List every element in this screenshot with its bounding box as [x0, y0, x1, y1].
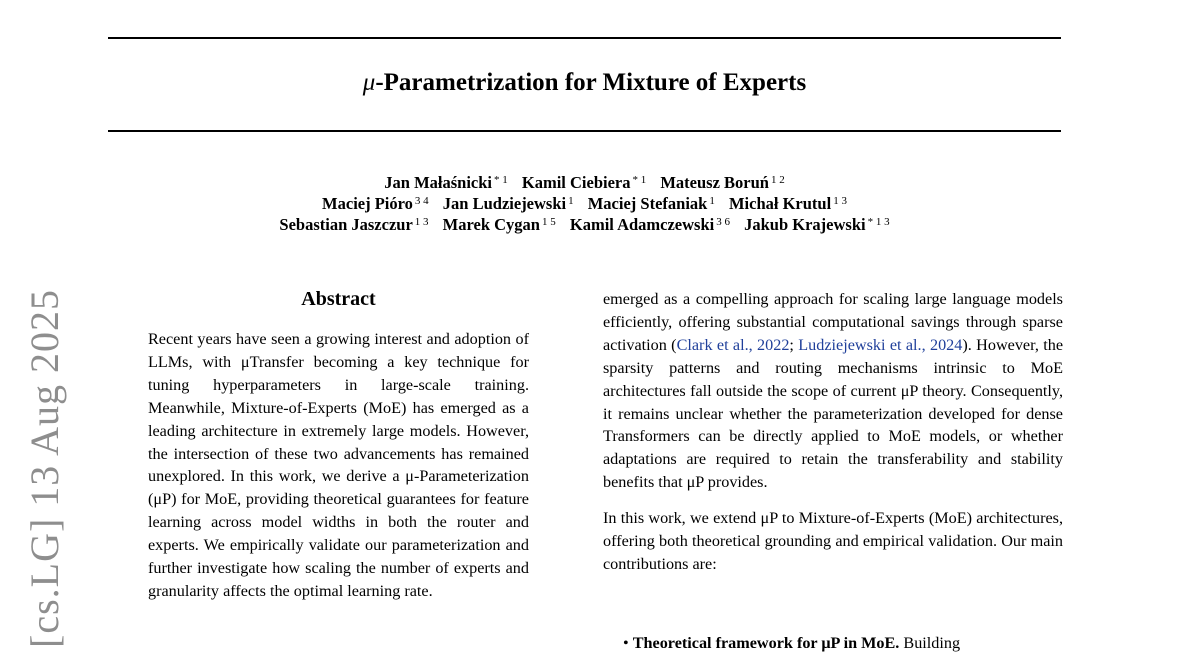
author-line-1 [108, 172, 1061, 193]
author-affiliation: 1 5 [541, 216, 556, 228]
author-affiliation: * 1 [632, 174, 647, 186]
intro-text: emerged as a compelling approach for scaling large language models efficiently, offering substantial computational savings through sparse activation ( [603, 290, 1063, 354]
author-affiliation: 1 3 [833, 195, 847, 207]
arxiv-side-stamp [22, 200, 76, 648]
author-affiliation: * 1 [494, 174, 508, 186]
title-mu-symbol: μ [362, 69, 376, 96]
author-name: Jan Małaśnicki [384, 173, 492, 192]
author-affiliation: 1 2 [770, 174, 785, 186]
author [384, 172, 507, 193]
author-name: Maciej Pióro [322, 194, 413, 213]
author-name: Maciej Stefaniak [587, 194, 708, 213]
author-affiliation: 1 [568, 195, 574, 207]
author-name: Marek Cygan [442, 215, 540, 234]
author-name: Jan Ludziejewski [442, 194, 567, 213]
paper-title [108, 66, 1061, 100]
author-name: Jakub Krajewski [744, 215, 866, 234]
author [279, 214, 428, 235]
author [729, 193, 847, 214]
bullet-symbol: • [623, 634, 629, 652]
author-line-2 [108, 193, 1061, 214]
intro-paragraph-1 [603, 288, 1063, 494]
intro-text: ). However, the sparsity patterns and routing mechanisms intrinsic to MoE architectures fall outside the scope of current μP theory. Consequently, it remains unclear whether the parameterization developed for dense Transformers can be directly applied to MoE models, or whether adaptations are required to retain the transferability and stability benefits that μP provides. [603, 335, 1064, 492]
intro-paragraph-2: In this work, we extend μP to Mixture-of-Experts (MoE) architectures, offering both theoretical grounding and empirical validation. Our main contributions are: [603, 509, 1063, 573]
intro-column [603, 288, 1063, 589]
author [744, 214, 889, 235]
citation-link[interactable]: Ludziejewski et al., 2024 [798, 335, 963, 354]
title-text: -Parametrization for Mixture of Experts [375, 69, 807, 96]
author [570, 214, 730, 235]
author [522, 172, 646, 193]
author-name: Mateusz Boruń [660, 173, 769, 192]
contribution-bullet [623, 632, 1063, 655]
author [322, 193, 429, 214]
arxiv-stamp-text: [cs.LG] 13 Aug 2025 [22, 289, 67, 648]
author [588, 193, 715, 214]
author [443, 214, 556, 235]
author [660, 172, 784, 193]
author-list [108, 172, 1061, 235]
bottom-title-rule [108, 130, 1061, 132]
author-name: Kamil Ciebiera [521, 173, 631, 192]
top-rule [108, 37, 1061, 39]
author-affiliation: 3 6 [716, 216, 730, 228]
abstract-body: Recent years have seen a growing interest and adoption of LLMs, with μTransfer becoming a key technique for tuning hyperparameters in large-scale training. Meanwhile, Mixture-of-Experts (MoE) has emerged as a leading architecture in extremely large models. However, the intersection of these two advancements has remained unexplored. In this work, we derive a μ-Parameterization (μP) for MoE, providing theoretical guarantees for feature learning across model widths in both the router and experts. We empirically validate our parameterization and further investigate how scaling the number of experts and granularity affects the optimal learning rate. [148, 330, 529, 600]
author-affiliation: 1 3 [414, 216, 429, 228]
bullet-text: Building [903, 634, 961, 652]
author-line-3 [108, 214, 1061, 235]
author-name: Sebastian Jaszczur [279, 215, 413, 234]
author-name: Michał Krutul [728, 194, 832, 213]
citation-link[interactable]: Clark et al., 2022 [676, 335, 790, 354]
citation-separator: ; [789, 335, 799, 354]
author-affiliation: 1 [709, 195, 715, 207]
author-affiliation: 3 4 [414, 195, 429, 207]
author-name: Kamil Adamczewski [569, 215, 715, 234]
author [443, 193, 574, 214]
author-affiliation: * 1 3 [867, 216, 890, 228]
abstract-heading: Abstract [301, 288, 376, 310]
bullet-heading: Theoretical framework for μP in MoE. [632, 634, 900, 652]
